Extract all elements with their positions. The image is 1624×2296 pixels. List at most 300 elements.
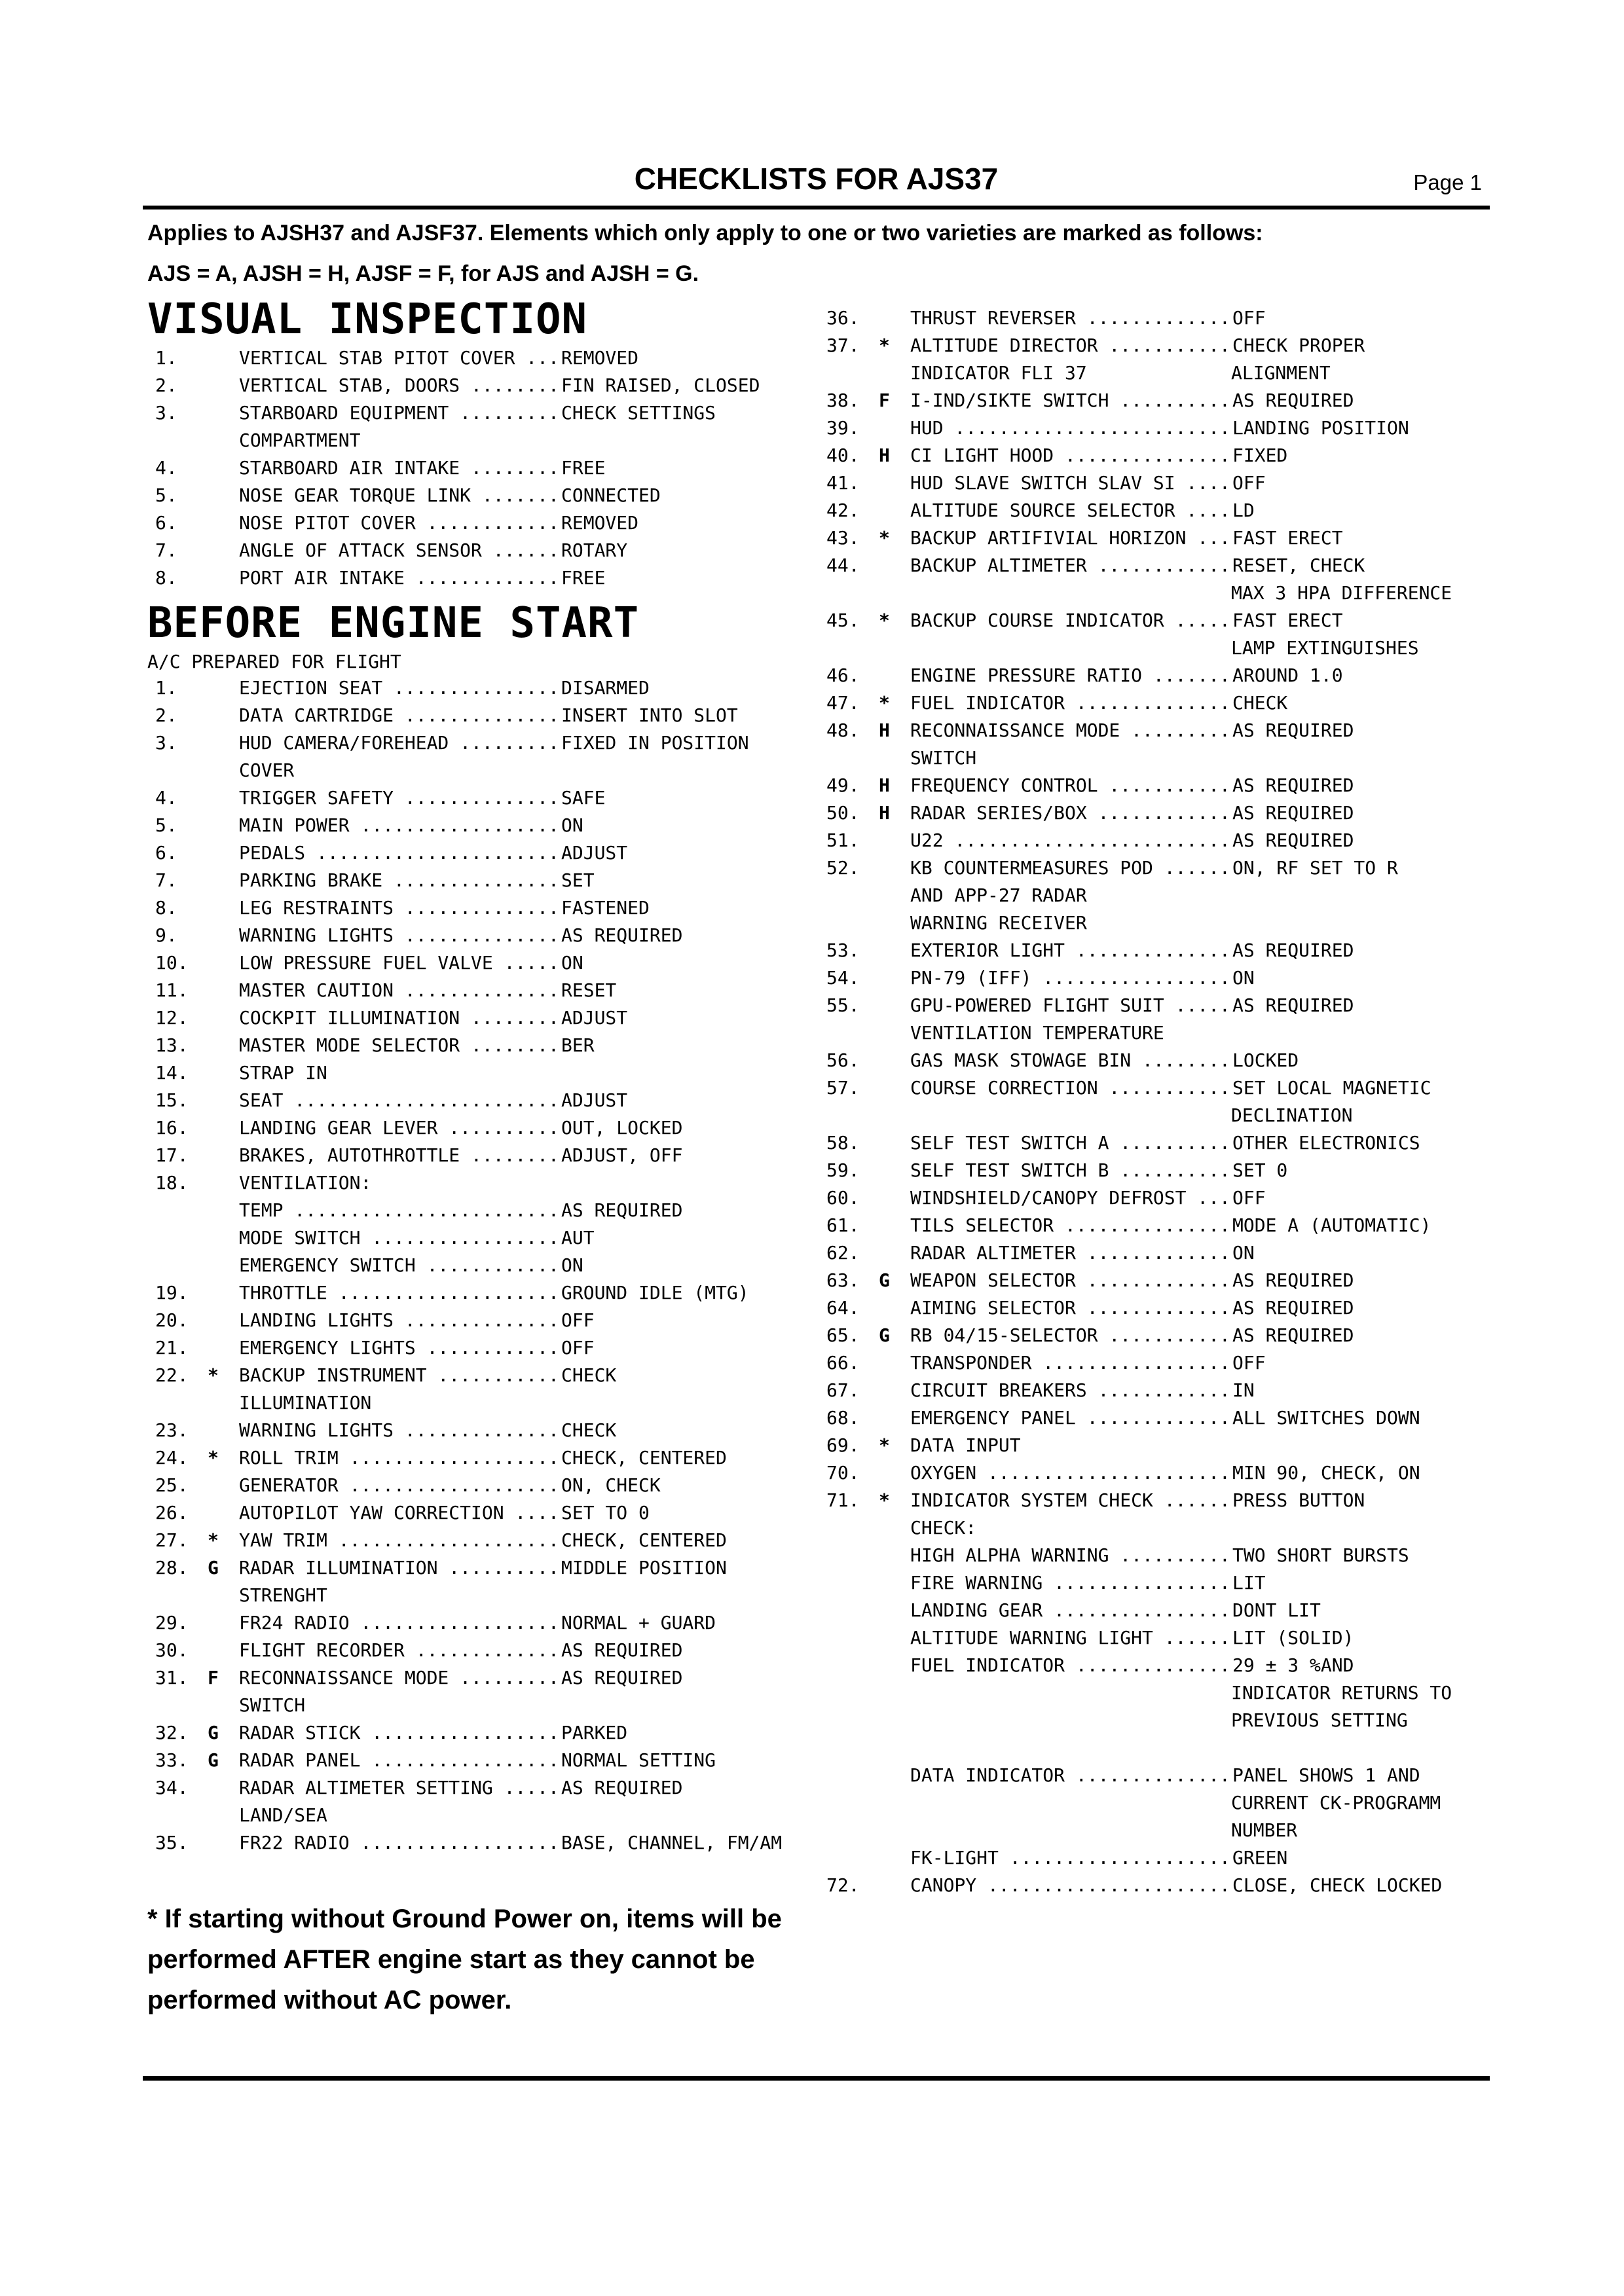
item-number: 37.	[826, 335, 860, 356]
item-label: STRENGHT	[239, 1584, 327, 1606]
checklist-item	[819, 717, 1473, 744]
item-value: OFF	[1231, 1349, 1481, 1377]
item-number: 68.	[826, 1407, 860, 1429]
page-number: Page 1	[1413, 170, 1482, 194]
item-value: NORMAL + GUARD	[560, 1609, 810, 1637]
item-value: ON	[560, 812, 810, 839]
variant-marker: G	[208, 1557, 219, 1578]
checklist-item	[819, 607, 1473, 634]
item-number: 67.	[826, 1379, 860, 1401]
item-value: OFF	[1231, 469, 1481, 497]
item-value: AS REQUIRED	[1231, 799, 1481, 827]
checklist-item	[147, 482, 802, 509]
checklist-item	[819, 524, 1473, 552]
item-label: HUD CAMERA/FOREHEAD .....	[239, 729, 560, 757]
item-label: LANDING GEAR .....	[910, 1597, 1231, 1624]
item-label: PORT AIR INTAKE .....	[239, 564, 560, 592]
item-label: DATA INDICATOR .....	[910, 1762, 1231, 1789]
item-value: FIXED IN POSITION	[560, 729, 810, 757]
checklist-item-continuation	[819, 1679, 1473, 1707]
item-value: SET TO 0	[560, 1499, 810, 1527]
item-value: CLOSE, CHECK LOCKED	[1231, 1872, 1481, 1899]
item-value: AS REQUIRED	[1231, 827, 1481, 854]
checklist-item	[819, 662, 1473, 689]
item-number: 6.	[155, 842, 177, 864]
item-value: AS REQUIRED	[1231, 937, 1481, 964]
checklist-item	[147, 1059, 802, 1087]
variant-marker: G	[208, 1749, 219, 1771]
checklist-item	[819, 1212, 1473, 1239]
checklist-item	[147, 894, 802, 922]
item-label: WARNING RECEIVER	[910, 912, 1087, 934]
variant-marker: *	[879, 335, 890, 356]
checklist-item-continuation	[819, 579, 1473, 607]
item-value: FAST ERECT	[1231, 607, 1481, 634]
item-number: 13.	[155, 1034, 189, 1056]
item-label: ENGINE PRESSURE RATIO .....	[910, 662, 1231, 689]
item-value: CHECK PROPER	[1231, 332, 1481, 359]
item-number: 7.	[155, 869, 177, 891]
checklist-item	[147, 399, 802, 427]
item-value: ON	[1231, 964, 1481, 992]
item-value: AROUND 1.0	[1231, 662, 1481, 689]
item-label: ANGLE OF ATTACK SENSOR .....	[239, 537, 560, 564]
item-label: EXTERIOR LIGHT .....	[910, 937, 1231, 964]
item-label: ILLUMINATION	[239, 1392, 372, 1413]
checklist-item-continuation	[819, 1734, 1473, 1762]
item-number: 42.	[826, 500, 860, 521]
item-number: 32.	[155, 1722, 189, 1743]
checklist-item-continuation	[819, 1102, 1473, 1129]
item-number: 57.	[826, 1077, 860, 1099]
item-label: PARKING BRAKE .....	[239, 867, 560, 894]
checklist-item	[147, 1362, 802, 1389]
page-header	[143, 157, 1490, 203]
item-value: DONT LIT	[1231, 1597, 1481, 1624]
checklist-item	[147, 1004, 802, 1032]
checklist-item	[819, 992, 1473, 1019]
checklist-item-continuation	[819, 744, 1473, 772]
item-number: 10.	[155, 952, 189, 974]
item-label: MASTER CAUTION .....	[239, 977, 560, 1004]
item-value: PANEL SHOWS 1 AND	[1231, 1762, 1481, 1789]
item-number: 39.	[826, 417, 860, 439]
item-number: 19.	[155, 1282, 189, 1303]
item-number: 72.	[826, 1874, 860, 1896]
checklist-item-continuation	[819, 1542, 1473, 1569]
item-value: CHECK, CENTERED	[560, 1527, 810, 1554]
note-line: performed without AC power.	[147, 1986, 512, 2014]
item-number: 66.	[826, 1352, 860, 1374]
item-value: AS REQUIRED	[1231, 1294, 1481, 1322]
item-label: FK-LIGHT .....	[910, 1844, 1231, 1872]
checklist-item-continuation	[147, 1802, 802, 1829]
checklist-item	[147, 1417, 802, 1444]
applies-note	[147, 213, 1483, 294]
item-label: RADAR STICK .....	[239, 1719, 560, 1747]
item-value: ON	[560, 949, 810, 977]
checklist-item-continuation	[819, 1652, 1473, 1679]
checklist-item	[819, 442, 1473, 469]
item-value: CHECK SETTINGS	[560, 399, 810, 427]
item-number: 11.	[155, 979, 189, 1001]
item-value: AS REQUIRED	[1231, 772, 1481, 799]
item-value: MAX 3 HPA DIFFERENCE	[1231, 582, 1452, 604]
item-number: 4.	[155, 457, 177, 479]
checklist-item-continuation	[819, 1624, 1473, 1652]
item-number: 1.	[155, 677, 177, 699]
item-number: 21.	[155, 1337, 189, 1358]
item-label: FREQUENCY CONTROL .....	[910, 772, 1231, 799]
item-value: MODE A (AUTOMATIC)	[1231, 1212, 1481, 1239]
item-label: RADAR ALTIMETER SETTING .....	[239, 1774, 560, 1802]
item-value: LIT (SOLID)	[1231, 1624, 1481, 1652]
item-value: ON	[1231, 1239, 1481, 1267]
item-label: CI LIGHT HOOD .....	[910, 442, 1231, 469]
item-number: 22.	[155, 1364, 189, 1386]
checklist-item-continuation	[819, 882, 1473, 909]
item-value: SET LOCAL MAGNETIC	[1231, 1074, 1481, 1102]
footer-rule	[143, 2076, 1490, 2081]
item-label: GENERATOR .....	[239, 1472, 560, 1499]
item-number: 2.	[155, 374, 177, 396]
visual-inspection-list	[147, 344, 802, 592]
checklist-item	[147, 564, 802, 592]
item-value: FIXED	[1231, 442, 1481, 469]
item-label: I-IND/SIKTE SWITCH .....	[910, 387, 1231, 414]
variant-marker: G	[208, 1722, 219, 1743]
checklist-item	[147, 1527, 802, 1554]
item-number: 56.	[826, 1049, 860, 1071]
checklist-item-continuation	[819, 1514, 1473, 1542]
page-title: CHECKLISTS FOR AJS37	[634, 162, 999, 196]
checklist-item-continuation	[147, 1252, 802, 1279]
variant-marker: *	[208, 1529, 219, 1551]
item-value: AS REQUIRED	[1231, 992, 1481, 1019]
item-value: AS REQUIRED	[560, 1197, 810, 1224]
item-label: INDICATOR SYSTEM CHECK .....	[910, 1487, 1231, 1514]
item-label: KB COUNTERMEASURES POD .....	[910, 854, 1231, 882]
item-number: 35.	[155, 1832, 189, 1853]
item-label: BACKUP ALTIMETER .....	[910, 552, 1231, 579]
checklist-item-continuation	[819, 1569, 1473, 1597]
item-value: ADJUST	[560, 1004, 810, 1032]
item-label: LEG RESTRAINTS .....	[239, 894, 560, 922]
item-label: THROTTLE .....	[239, 1279, 560, 1307]
checklist-item	[147, 729, 802, 757]
item-label: LANDING GEAR LEVER .....	[239, 1114, 560, 1142]
section-subtitle: A/C PREPARED FOR FLIGHT	[147, 651, 401, 672]
checklist-item	[819, 1487, 1473, 1514]
item-value: AS REQUIRED	[560, 1664, 810, 1692]
checklist-item	[147, 1444, 802, 1472]
item-label: ROLL TRIM .....	[239, 1444, 560, 1472]
item-label: BACKUP INSTRUMENT .....	[239, 1362, 560, 1389]
variant-marker: H	[879, 774, 890, 796]
item-value: SET	[560, 867, 810, 894]
checklist-item	[147, 1169, 802, 1197]
checklist-item	[147, 1774, 802, 1802]
item-number: 59.	[826, 1159, 860, 1181]
item-label: EMERGENCY SWITCH .....	[239, 1252, 560, 1279]
item-number: 38.	[826, 390, 860, 411]
item-value: ALIGNMENT	[1231, 362, 1331, 384]
item-value: OFF	[1231, 304, 1481, 332]
item-label: LOW PRESSURE FUEL VALVE .....	[239, 949, 560, 977]
item-label: PEDALS .....	[239, 839, 560, 867]
item-value: CHECK	[560, 1362, 810, 1389]
variant-marker: F	[879, 390, 890, 411]
item-value: CHECK, CENTERED	[560, 1444, 810, 1472]
item-number: 9.	[155, 924, 177, 946]
item-number: 16.	[155, 1117, 189, 1139]
applies-line: Applies to AJSH37 and AJSF37. Elements which only apply to one or two varieties are marked as follows:	[147, 221, 1263, 246]
item-value: ADJUST	[560, 1087, 810, 1114]
item-label: RECONNAISSANCE MODE .....	[239, 1664, 560, 1692]
checklist-item	[147, 702, 802, 729]
item-value: LAMP EXTINGUISHES	[1231, 637, 1419, 659]
item-value: ON, CHECK	[560, 1472, 810, 1499]
item-label: GAS MASK STOWAGE BIN .....	[910, 1047, 1231, 1074]
item-label: INDICATOR FLI 37	[910, 362, 1087, 384]
item-number: 4.	[155, 787, 177, 809]
item-label: RB 04/15-SELECTOR .....	[910, 1322, 1231, 1349]
item-value: FASTENED	[560, 894, 810, 922]
item-value: AUT	[560, 1224, 810, 1252]
checklist-item	[819, 469, 1473, 497]
checklist-item	[819, 964, 1473, 992]
item-value: SET 0	[1231, 1157, 1481, 1184]
checklist-item	[819, 1432, 1473, 1459]
item-number: 62.	[826, 1242, 860, 1264]
item-label: MAIN POWER .....	[239, 812, 560, 839]
variant-marker: *	[208, 1364, 219, 1386]
item-number: 44.	[826, 555, 860, 576]
item-value: BER	[560, 1032, 810, 1059]
item-label: FUEL INDICATOR .....	[910, 1652, 1231, 1679]
checklist-item	[819, 1294, 1473, 1322]
item-label: SWITCH	[239, 1694, 306, 1716]
checklist-item-continuation	[819, 1707, 1473, 1734]
item-number: 14.	[155, 1062, 189, 1084]
item-number: 41.	[826, 472, 860, 494]
checklist-item-continuation	[819, 1597, 1473, 1624]
checklist-item	[819, 1074, 1473, 1102]
checklist-item	[819, 332, 1473, 359]
item-value: LIT	[1231, 1569, 1481, 1597]
item-value: AS REQUIRED	[560, 1637, 810, 1664]
checklist-item	[147, 1554, 802, 1582]
item-label: CANOPY .....	[910, 1872, 1231, 1899]
checklist-item	[819, 827, 1473, 854]
checklist-item-continuation	[819, 1762, 1473, 1789]
item-label: EMERGENCY PANEL .....	[910, 1404, 1231, 1432]
item-label: TEMP .....	[239, 1197, 560, 1224]
item-value: AS REQUIRED	[1231, 387, 1481, 414]
checklist-item	[147, 372, 802, 399]
checklist-item	[819, 1184, 1473, 1212]
item-label: WEAPON SELECTOR .....	[910, 1267, 1231, 1294]
before-engine-start-list	[147, 674, 802, 1857]
item-value: REMOVED	[560, 344, 810, 372]
item-label: SEAT .....	[239, 1087, 560, 1114]
item-number: 8.	[155, 567, 177, 589]
item-label: THRUST REVERSER .....	[910, 304, 1231, 332]
variant-marker: *	[208, 1447, 219, 1468]
variant-marker: *	[879, 610, 890, 631]
item-number: 52.	[826, 857, 860, 879]
item-label: YAW TRIM .....	[239, 1527, 560, 1554]
item-label: DATA CARTRIDGE .....	[239, 702, 560, 729]
checklist-item	[147, 784, 802, 812]
item-number: 40.	[826, 445, 860, 466]
item-value: AS REQUIRED	[560, 922, 810, 949]
checklist-item	[147, 509, 802, 537]
item-value: AS REQUIRED	[560, 1774, 810, 1802]
item-number: 53.	[826, 939, 860, 961]
variant-marker: *	[879, 692, 890, 714]
item-label: DATA INPUT	[910, 1434, 1021, 1456]
item-value: FREE	[560, 454, 810, 482]
item-label: FLIGHT RECORDER .....	[239, 1637, 560, 1664]
checklist-item	[147, 867, 802, 894]
item-value: NUMBER	[1231, 1819, 1298, 1841]
item-number: 60.	[826, 1187, 860, 1209]
checklist-item	[147, 1637, 802, 1664]
checklist-item	[147, 1719, 802, 1747]
item-value: LD	[1231, 497, 1481, 524]
applies-line: AJS = A, AJSH = H, AJSF = F, for AJS and AJSH = G.	[147, 261, 699, 286]
item-number: 29.	[155, 1612, 189, 1633]
item-label: OXYGEN .....	[910, 1459, 1231, 1487]
item-label: EJECTION SEAT .....	[239, 674, 560, 702]
checklist-item	[147, 922, 802, 949]
item-value: DISARMED	[560, 674, 810, 702]
item-number: 70.	[826, 1462, 860, 1484]
checklist-item	[147, 1829, 802, 1857]
item-number: 61.	[826, 1214, 860, 1236]
item-value: LANDING POSITION	[1231, 414, 1481, 442]
item-number: 8.	[155, 897, 177, 919]
item-number: 33.	[155, 1749, 189, 1771]
item-number: 26.	[155, 1502, 189, 1523]
item-label: AIMING SELECTOR .....	[910, 1294, 1231, 1322]
item-number: 65.	[826, 1324, 860, 1346]
item-number: 54.	[826, 967, 860, 989]
note-line: performed AFTER engine start as they cannot be	[147, 1945, 755, 1974]
checklist-item	[147, 812, 802, 839]
item-value: DECLINATION	[1231, 1104, 1353, 1126]
item-number: 46.	[826, 665, 860, 686]
item-number: 24.	[155, 1447, 189, 1468]
item-value: CURRENT CK-PROGRAMM	[1231, 1792, 1441, 1813]
item-value: ADJUST	[560, 839, 810, 867]
checklist-item	[147, 1747, 802, 1774]
item-number: 34.	[155, 1777, 189, 1798]
checklist-item-continuation	[147, 1692, 802, 1719]
item-label: STRAP IN	[239, 1062, 327, 1084]
item-label: COMPARTMENT	[239, 429, 361, 451]
item-label: MODE SWITCH .....	[239, 1224, 560, 1252]
item-label: RADAR PANEL .....	[239, 1747, 560, 1774]
item-number: 30.	[155, 1639, 189, 1661]
item-value: AS REQUIRED	[1231, 717, 1481, 744]
item-label: HUD .....	[910, 414, 1231, 442]
item-value: RESET, CHECK	[1231, 552, 1481, 579]
item-number: 3.	[155, 732, 177, 754]
checklist-item-continuation	[819, 1817, 1473, 1844]
item-number: 69.	[826, 1434, 860, 1456]
item-value: MIN 90, CHECK, ON	[1231, 1459, 1481, 1487]
item-number: 49.	[826, 774, 860, 796]
item-label: SWITCH	[910, 747, 977, 769]
item-label: VERTICAL STAB PITOT COVER .....	[239, 344, 560, 372]
checklist-item	[147, 1142, 802, 1169]
item-value: OFF	[560, 1334, 810, 1362]
checklist-item	[819, 1239, 1473, 1267]
checklist-item	[147, 674, 802, 702]
checklist-item	[819, 387, 1473, 414]
checklist-item	[819, 414, 1473, 442]
item-label: VERTICAL STAB, DOORS .....	[239, 372, 560, 399]
header-rule	[143, 206, 1490, 210]
item-label: BRAKES, AUTOTHROTTLE .....	[239, 1142, 560, 1169]
checklist-item	[819, 799, 1473, 827]
item-number: 63.	[826, 1269, 860, 1291]
item-label: STARBOARD AIR INTAKE .....	[239, 454, 560, 482]
checklist-item-continuation	[819, 909, 1473, 937]
item-label: LANDING LIGHTS .....	[239, 1307, 560, 1334]
item-value: REMOVED	[560, 509, 810, 537]
item-number: 36.	[826, 307, 860, 329]
item-value: CHECK	[1231, 689, 1481, 717]
item-label: PN-79 (IFF) .....	[910, 964, 1231, 992]
checklist-continued-list	[819, 304, 1473, 1899]
item-number: 15.	[155, 1089, 189, 1111]
item-label: NOSE GEAR TORQUE LINK .....	[239, 482, 560, 509]
checklist-item	[147, 1087, 802, 1114]
item-value: CHECK	[560, 1417, 810, 1444]
item-value: RESET	[560, 977, 810, 1004]
checklist-item	[819, 1872, 1473, 1899]
item-label: ALTITUDE DIRECTOR .....	[910, 332, 1231, 359]
item-label: FIRE WARNING .....	[910, 1569, 1231, 1597]
item-value: OTHER ELECTRONICS	[1231, 1129, 1481, 1157]
checklist-item-continuation	[147, 757, 802, 784]
item-number: 27.	[155, 1529, 189, 1551]
item-value: PREVIOUS SETTING	[1231, 1709, 1408, 1731]
item-label: WINDSHIELD/CANOPY DEFROST .....	[910, 1184, 1231, 1212]
item-number: 7.	[155, 539, 177, 561]
checklist-item	[147, 1114, 802, 1142]
checklist-item	[819, 304, 1473, 332]
item-value: PARKED	[560, 1719, 810, 1747]
item-label: NOSE PITOT COVER .....	[239, 509, 560, 537]
checklist-item	[147, 839, 802, 867]
item-label: STARBOARD EQUIPMENT .....	[239, 399, 560, 427]
checklist-item-continuation	[819, 1789, 1473, 1817]
checklist-item	[147, 344, 802, 372]
checklist-item	[819, 552, 1473, 579]
item-number: 6.	[155, 512, 177, 534]
item-number: 45.	[826, 610, 860, 631]
checklist-item	[147, 977, 802, 1004]
item-label: SELF TEST SWITCH A .....	[910, 1129, 1231, 1157]
item-number: 71.	[826, 1489, 860, 1511]
item-value: INSERT INTO SLOT	[560, 702, 810, 729]
item-label: CHECK:	[910, 1517, 977, 1539]
item-label: RADAR SERIES/BOX .....	[910, 799, 1231, 827]
